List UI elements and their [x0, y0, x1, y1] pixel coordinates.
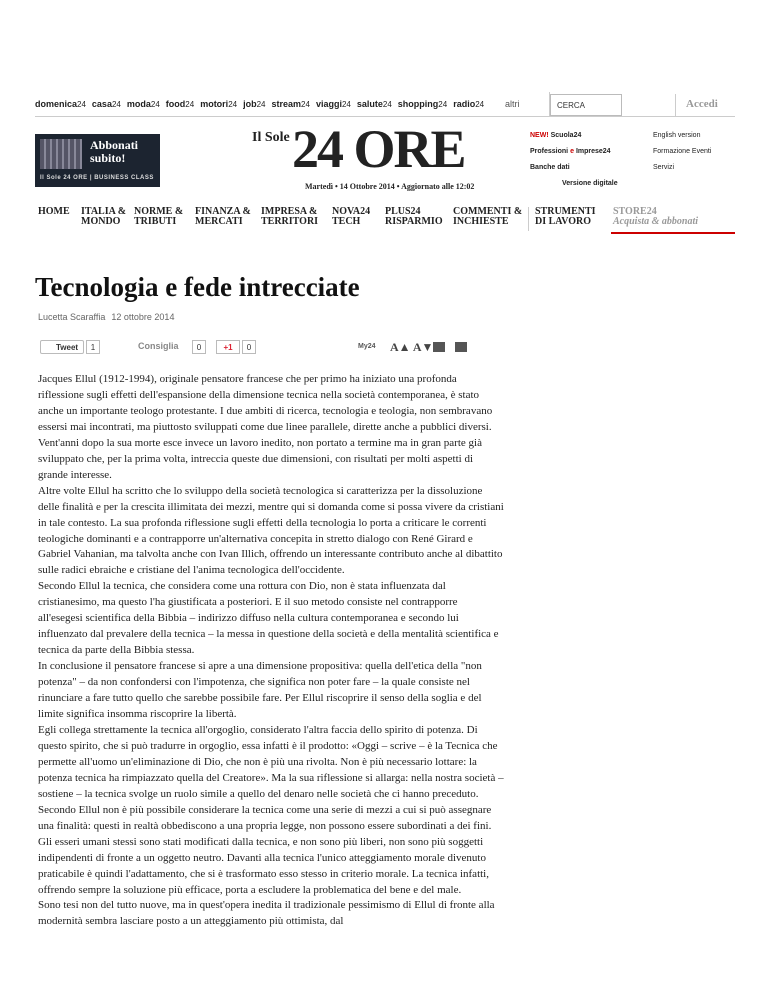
- portal-link-casa[interactable]: casa24: [91, 99, 121, 109]
- portal-link-radio[interactable]: radio24: [453, 99, 485, 109]
- facebook-recommend-button[interactable]: Consiglia: [138, 341, 179, 351]
- article-title: Tecnologia e fede intrecciate: [35, 272, 360, 302]
- social-toolbar: [40, 340, 470, 356]
- tweet-count: 1: [86, 340, 100, 354]
- article-paragraph: Egli collega strettamente la tecnica all'orgoglio, considerato l'altra faccia dello spirito di potenza. Di questo spirito, che si può tradurre in orgoglio, essa infatti è il prodotto: «Oggi – scrive – è la Tecnica che permette all'uomo un'eliminazione di Dio, che non è più una rivolta. Non è più necessario lottare: la potenza tecnica ha rimpiazzato quella del Creatore». Ma la sua riflessione si allarga: nella nostra società – sostiene – la tecnica svolge un ruolo simile a quello del denaro nelle società che ci hanno preceduto.: [38, 723, 504, 800]
- gplus-count: 0: [242, 340, 256, 354]
- logo-prefix[interactable]: Il Sole: [252, 130, 290, 145]
- article-body: [38, 372, 504, 930]
- servizi-link[interactable]: Servizi: [653, 164, 675, 171]
- font-size-buttons[interactable]: A▲ A▼: [390, 340, 434, 354]
- dateline: Martedì • 14 Ottobre 2014 • Aggiornato alle 12:02: [305, 182, 475, 191]
- banche-dati-link[interactable]: Banche dati: [530, 164, 570, 171]
- nav-impresa-territori[interactable]: IMPRESA & TERRITORI: [261, 206, 319, 227]
- email-icon[interactable]: [455, 342, 467, 352]
- portal-link-job[interactable]: job24: [243, 99, 266, 109]
- portal-link-motori[interactable]: motori24: [200, 99, 238, 109]
- nav-italia-mondo[interactable]: ITALIA & MONDO: [81, 206, 127, 227]
- portal-altri-link[interactable]: altri: [505, 99, 520, 109]
- gplus-button[interactable]: +1: [216, 340, 240, 354]
- portal-links: [35, 99, 490, 109]
- nav-plus24[interactable]: PLUS24 RISPARMIO: [385, 206, 443, 227]
- divider: [35, 116, 735, 117]
- versione-digitale-link[interactable]: Versione digitale: [562, 180, 618, 187]
- newspaper-image: [40, 139, 82, 169]
- portal-link-viaggi[interactable]: viaggi24: [315, 99, 351, 109]
- nav-active-underline: [611, 232, 735, 234]
- article-paragraph: Altre volte Ellul ha scritto che lo sviluppo della società tecnologica si caratterizza per la dissoluzione delle finalità e per la crescita illimitata dei mezzi, mentre qui si domanda come si possa vivere da cristiani in tale contesto. La sua profonda riflessione sugli effetti della tecnologia lo porta a criticare le correnti teologiche dominanti e a contrapporre un'alternativa concepita in stretto dialogo con René Girard e Gabriel Vahanian, ma talvolta anche con Ivan Illich, offrendo un interessante contributo anche al dibattito sulle radici ebraiche e cristiane del l'anima tecnologica dell'occidente.: [38, 484, 504, 577]
- portal-link-stream[interactable]: stream24: [271, 99, 310, 109]
- subscribe-ad-banner[interactable]: [35, 134, 160, 187]
- professioni-imprese-link[interactable]: Professioni e Imprese24: [530, 148, 611, 155]
- site-logo[interactable]: 24 ORE: [292, 119, 465, 179]
- portal-link-food[interactable]: food24: [165, 99, 195, 109]
- formazione-eventi-link[interactable]: Formazione Eventi: [653, 148, 712, 155]
- byline: [38, 312, 180, 322]
- article-paragraph: Jacques Ellul (1912-1994), originale pensatore francese che per primo ha iniziato una profonda riflessione sugli effetti dell'espansione della dimensione tecnica nella società contemporanea, è stato anche un importante teologo protestante. I due ambiti di ricerca, tecnologia e teologia, non sembravano essersi mai incontrati, ma piuttosto sviluppati come due linee parallele, dirette anche a pubblici diversi. Vent'anni dopo la sua morte esce invece un lavoro inedito, non portato a termine ma in gran parte già sviluppato che, per la prima volta, intreccia queste due dimensioni, con risultati per molti aspetti di grande interesse.: [38, 373, 493, 481]
- search-input[interactable]: CERCA: [550, 94, 622, 116]
- article-paragraph: Secondo Ellul la tecnica, che considera come una rottura con Dio, non è stata influenzata dal cristianesimo, ma questo l'ha giustificata a posteriori. E il suo metodo consiste nel contrapporre all'esegesi scientifica della Bibbia – indirizzo diffuso nella cultura contemporanea e secondo lui influenzato dal prevalere della tecnica – la messa in questione della società e della mentalità scientifica e tecnica da parte della Bibbia stessa.: [38, 580, 499, 657]
- ad-footer: Il Sole 24 ORE | BUSINESS CLASS: [40, 175, 154, 181]
- article-paragraph: In conclusione il pensatore francese si apre a una dimensione propositiva: quella dell'etica della "non potenza" – da non confondersi con l'impotenza, che significa non poter fare – la quale consiste nel rinunciare a fare tutto quello che sarebbe possibile fare. Per Ellul riscoprire il senso della soglia e del limite significa insomma riscoprire la libertà.: [38, 660, 482, 721]
- login-button[interactable]: Accedi: [675, 94, 735, 116]
- ad-headline: Abbonati subito!: [90, 138, 139, 165]
- article-paragraph: Secondo Ellul non è più possibile considerare la tecnica come una serie di mezzi a cui si può assegnare una finalità: questi in realtà obbediscono a una propria legge, non possono essere subordinati a dei fini. Gli esseri umani stessi sono stati modificati dalla tecnica, e non sono più liberi, non sono più soggetti indipendenti di fronte a un oggetto neutro. Davanti alla tecnica l'unico atteggiamento morale divenuto praticabile è quindi l'adattamento, che si è trasformato esso stesso in criterio morale. La tecnica infatti, offrendo sempre la soluzione più efficace, porta a escludere la problematica del bene e del male.: [38, 803, 492, 896]
- divider: [528, 207, 529, 231]
- portal-link-salute[interactable]: salute24: [356, 99, 392, 109]
- my24-button[interactable]: My24: [358, 343, 376, 350]
- scuola24-link[interactable]: NEW! Scuola24: [530, 132, 582, 139]
- article-paragraph: Sono tesi non del tutto nuove, ma in quest'opera inedita il tradizionale pessimismo di Ellul di fronte alla modernità sembra lasciare posto a un atteggiamento più ottimista, dal: [38, 899, 495, 928]
- portal-link-shopping[interactable]: shopping24: [397, 99, 448, 109]
- nav-norme-tributi[interactable]: NORME & TRIBUTI: [134, 206, 184, 227]
- print-icon[interactable]: [433, 342, 445, 352]
- recommend-count: 0: [192, 340, 206, 354]
- nav-nova24[interactable]: NOVA24 TECH: [332, 206, 371, 227]
- nav-strumenti[interactable]: STRUMENTI DI LAVORO: [535, 206, 596, 227]
- nav-store24[interactable]: STORE24 Acquista & abbonati: [613, 206, 699, 227]
- main-nav: [35, 207, 735, 234]
- nav-finanza-mercati[interactable]: FINANZA & MERCATI: [195, 206, 251, 227]
- tweet-button[interactable]: Tweet: [40, 340, 84, 354]
- portal-bar: [35, 92, 735, 118]
- portal-link-moda[interactable]: moda24: [126, 99, 160, 109]
- nav-commenti-inchieste[interactable]: COMMENTI & INCHIESTE: [453, 206, 523, 227]
- nav-home[interactable]: HOME: [38, 206, 70, 217]
- english-version-link[interactable]: English version: [653, 132, 701, 139]
- publish-date: 12 ottobre 2014: [111, 312, 175, 322]
- portal-link-domenica[interactable]: domenica24: [35, 99, 86, 109]
- author[interactable]: Lucetta Scaraffia: [38, 312, 106, 322]
